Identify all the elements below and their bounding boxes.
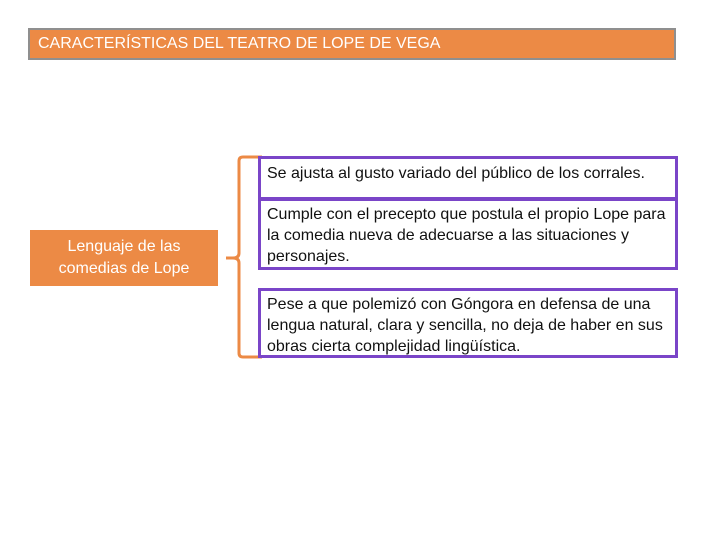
topic-line-2: comedias de Lope xyxy=(58,260,190,277)
item-precept: Cumple con el precepto que postula el propio Lope para la comedia nueva de adecuarse a las situaciones y personajes. xyxy=(258,198,678,270)
topic-line-1: Lenguaje de las xyxy=(67,238,181,255)
topic-box xyxy=(30,230,218,286)
item-gongora: Pese a que polemizó con Góngora en defensa de una lengua natural, clara y sencilla, no deja de haber en sus obras cierta complejidad lingüística. xyxy=(258,288,678,358)
item-public-taste: Se ajusta al gusto variado del público de los corrales. xyxy=(258,156,678,200)
slide-title: CARACTERÍSTICAS DEL TEATRO DE LOPE DE VEGA xyxy=(28,28,676,60)
